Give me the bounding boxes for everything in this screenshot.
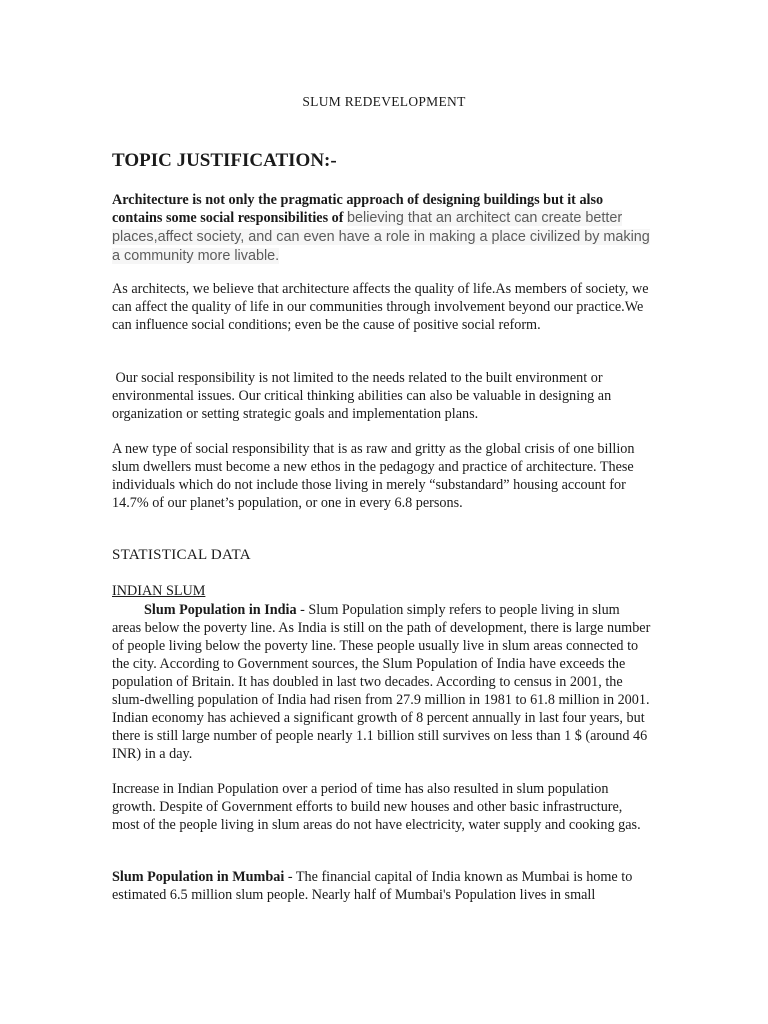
- mumbai-body-text: - The financial capital of India known as Mumbai is home to estimated 6.5 million slum people. Nearly half of Mumbai's Population lives in small: [112, 869, 633, 903]
- paragraph-slum-population-india: [112, 601, 652, 763]
- paragraph-intro: [112, 191, 652, 266]
- mumbai-lead-text: Slum Population in Mumbai: [112, 869, 285, 885]
- paragraph-population-growth: Increase in Indian Population over a period of time has also resulted in slum population growth. Despite of Government efforts to build new houses and other basic infrastructure, most of the people living in slum areas do not have electricity, water supply and cooking gas.: [112, 781, 641, 833]
- india-lead-text: Slum Population in India: [144, 602, 297, 618]
- paragraph-social-responsibility: Our social responsibility is not limited to the needs related to the built environment or environmental issues. Our critical thinking abilities can also be valuable in designing an organization or setting strategic goals and implementation plans.: [112, 370, 615, 422]
- paragraph-slum-population-mumbai: [112, 868, 652, 904]
- india-body-text: - Slum Population simply refers to people living in slum areas below the poverty line. As India is still on the path of development, there is large number of people living below the poverty line. These people usually live in slum areas connected to the city. According to Government sources, the Slum Population of India have exceeds the population of Britain. It has doubled in last two decades. According to census in 2001, the slum-dwelling population of India had risen from 27.9 million in 1981 to 61.8 million in 2001. Indian economy has achieved a significant growth of 8 percent annually in last four years, but there is still large number of people nearly 1.1 billion still survives on less than 1 $ (around 46 INR) in a day.: [112, 602, 651, 762]
- paragraph-architects: As architects, we believe that architecture affects the quality of life.As members of society, we can affect the quality of life in our communities through involvement beyond our practice.We can influence social conditions; even be the cause of positive social reform.: [112, 281, 649, 333]
- statistical-data-heading: STATISTICAL DATA: [112, 547, 251, 563]
- intro-lead-text: Architecture is not only the pragmatic approach of designing buildings but it also contains some social responsibilities of: [112, 192, 604, 226]
- indian-slum-heading: INDIAN SLUM: [112, 583, 206, 599]
- paragraph-new-type: A new type of social responsibility that is as raw and gritty as the global crisis of one billion slum dwellers must become a new ethos in the pedagogy and practice of architecture. These individuals which do not include those living in merely “substandard” housing account for 14.7% of our planet’s population, or one in every 6.8 persons.: [112, 441, 635, 511]
- topic-justification-heading: TOPIC JUSTIFICATION:-: [112, 150, 337, 171]
- intro-quote-text: believing that an architect can create better places,affect society, and can even have a role in making a place civilized by making a community more livable.: [112, 210, 650, 264]
- document-title: SLUM REDEVELOPMENT: [302, 94, 466, 109]
